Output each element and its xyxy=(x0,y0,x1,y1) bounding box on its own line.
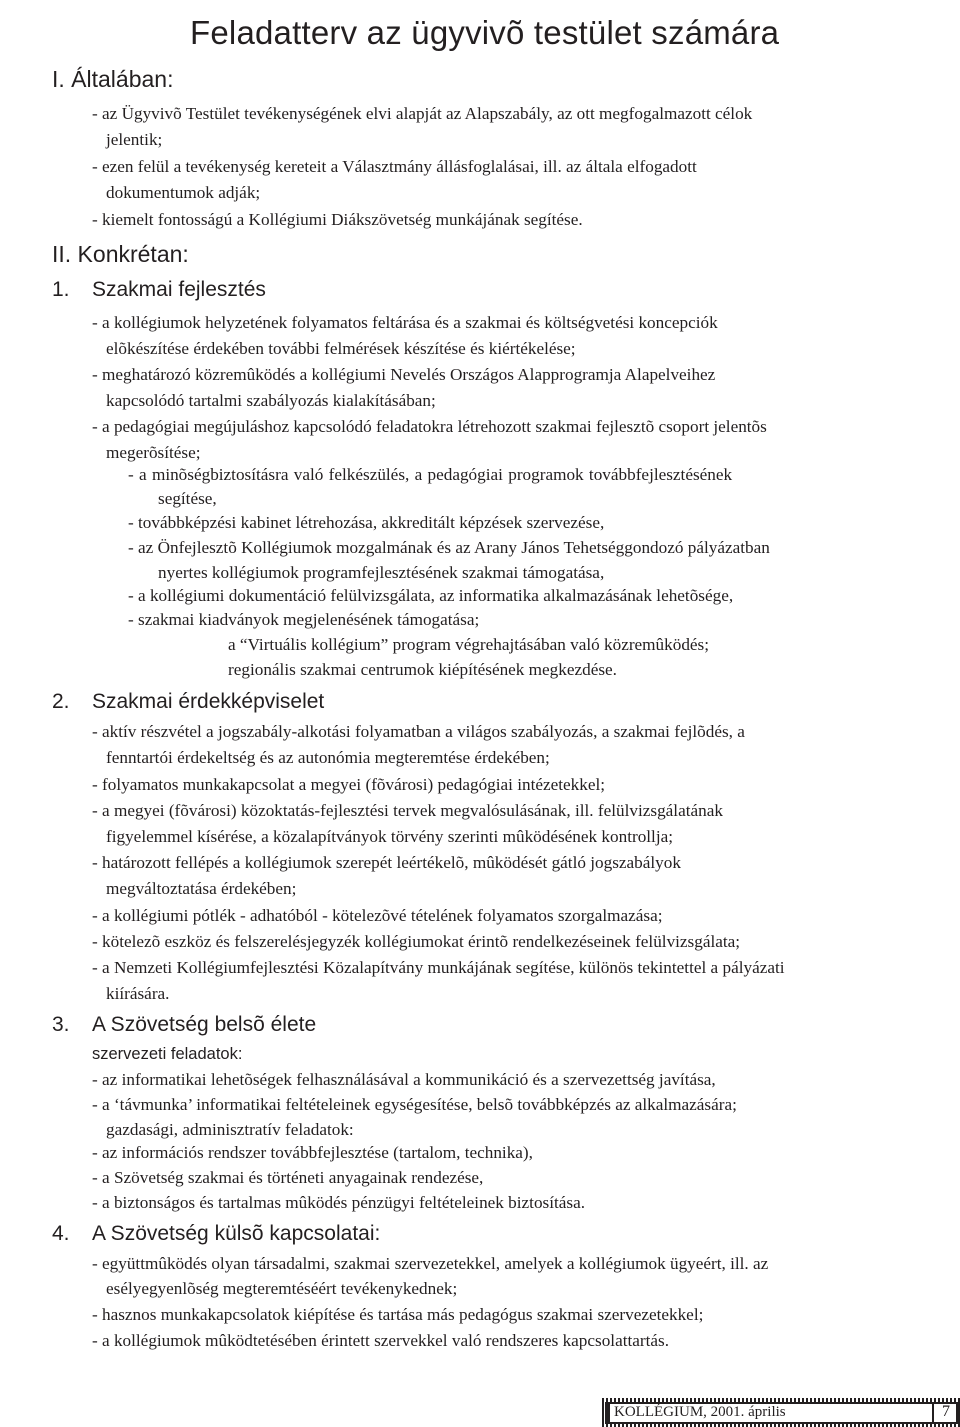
subsection-title: Szakmai érdekképviselet xyxy=(92,690,325,713)
text-line: fenntartói érdekeltség és az autonómia megteremtése érdekében; xyxy=(106,748,550,767)
text-line: - a minõségbiztosításra való felkészülés, a pedagógiai programok továbbfejlesztésének xyxy=(128,465,733,484)
subsection-number: 1. xyxy=(52,278,70,301)
subsection-title: Szakmai fejlesztés xyxy=(92,278,266,301)
text-line: - folyamatos munkakapcsolat a megyei (fõvárosi) pedagógiai intézetekkel; xyxy=(92,775,606,794)
footer-divider xyxy=(932,1402,934,1424)
text-line: figyelemmel kísérése, a közalapítványok törvény szerinti mûködésének kontrollja; xyxy=(106,827,674,846)
section-heading-general: I. Általában: xyxy=(52,66,174,92)
footer-publication: KOLLÉGIUM, 2001. április xyxy=(614,1404,786,1420)
text-line: - határozott fellépés a kollégiumok szerepét leértékelõ, mûködését gátló jogszabályok xyxy=(92,853,681,872)
text-line: - a Nemzeti Kollégiumfejlesztési Közalapítvány munkájának segítése, különös tekintettel a pályázati xyxy=(92,958,785,977)
text-line: megváltoztatása érdekében; xyxy=(106,879,297,898)
subsection-heading-external-relations xyxy=(52,1222,380,1246)
text-line: - a kollégiumi pótlék - adhatóból - kötelezõvé tételének folyamatos szorgalmazása; xyxy=(92,906,663,925)
text-line: - az Önfejlesztõ Kollégiumok mozgalmának és az Arany János Tehetséggondozó pályázatban xyxy=(128,538,770,557)
text-line: dokumentumok adják; xyxy=(106,183,261,202)
text-line: - továbbképzési kabinet létrehozása, akkreditált képzések szervezése, xyxy=(128,513,605,532)
text-line: - ezen felül a tevékenység kereteit a Választmány állásfoglalásai, ill. az általa elfogadott xyxy=(92,157,697,176)
text-line: segítése, xyxy=(158,489,217,508)
text-line: - kiemelt fontosságú a Kollégiumi Diákszövetség munkájának segítése. xyxy=(92,210,583,229)
text-line: - kötelezõ eszköz és felszerelésjegyzék kollégiumokat érintõ rendelkezéseinek felülvizsgálata; xyxy=(92,932,741,951)
text-line: elõkészítése érdekében további felmérések készítése és kiértékelése; xyxy=(106,339,576,358)
text-line: - szakmai kiadványok megjelenésének támogatása; xyxy=(128,610,480,629)
subsection-heading-internal-life xyxy=(52,1013,316,1037)
section-heading-specific: II. Konkrétan: xyxy=(52,241,189,267)
text-line: esélyegyenlõség megteremtéséért tevékenykednek; xyxy=(106,1279,458,1298)
text-line: - együttmûködés olyan társadalmi, szakmai szervezetekkel, amelyek a kollégiumok ügyeért, ill. az xyxy=(92,1254,769,1273)
text-line: - a Szövetség szakmai és történeti anyagainak rendezése, xyxy=(92,1168,484,1187)
subsection-title: A Szövetség belsõ élete xyxy=(92,1013,317,1036)
text-line: - az informatikai lehetõségek felhasználásával a kommunikáció és a szervezettség javítása, xyxy=(92,1070,716,1089)
text-line: jelentik; xyxy=(106,130,163,149)
subsection-number: 4. xyxy=(52,1222,70,1245)
text-line: kiírására. xyxy=(106,984,170,1003)
text-line: - hasznos munkakapcsolatok kiépítése és tartása más pedagógus szakmai szervezetekkel; xyxy=(92,1305,704,1324)
text-line: - a kollégiumok helyzetének folyamatos feltárása és a szakmai és költségvetési koncepciók xyxy=(92,313,718,332)
subsection-heading-professional-development xyxy=(52,278,266,302)
page-title: Feladatterv az ügyvivõ testület számára xyxy=(190,14,780,51)
text-line: - a kollégiumi dokumentáció felülvizsgálata, az informatika alkalmazásának lehetõsége, xyxy=(128,586,734,605)
text-line: a “Virtuális kollégium” program végrehajtásában való közremûködés; xyxy=(228,635,710,654)
text-line: - az Ügyvivõ Testület tevékenységének elvi alapját az Alapszabály, az ott megfogalmazott célok xyxy=(92,104,753,123)
subsection-number: 3. xyxy=(52,1013,70,1036)
text-line: - a ‘távmunka’ informatikai feltételeinek egységesítése, belsõ továbbképzés az alkalmazására; xyxy=(92,1095,737,1114)
text-line: - a pedagógiai megújuláshoz kapcsolódó feladatokra létrehozott szakmai fejlesztõ csoport jelentõs xyxy=(92,417,767,436)
text-line: gazdasági, adminisztratív feladatok: xyxy=(106,1120,354,1139)
text-line: regionális szakmai centrumok kiépítésének megkezdése. xyxy=(228,660,617,679)
organizational-tasks-label: szervezeti feladatok: xyxy=(92,1045,243,1063)
text-line: - a biztonságos és tartalmas mûködés pénzügyi feltételeinek biztosítása. xyxy=(92,1193,586,1212)
text-line: nyertes kollégiumok programfejlesztésének szakmai támogatása, xyxy=(158,563,605,582)
text-line: - aktív részvétel a jogszabály-alkotási folyamatban a világos szabályozás, a szakmai fejlõdés, a xyxy=(92,722,745,741)
text-line: - a kollégiumok mûködtetésében érintett szervekkel való rendszeres kapcsolattartás. xyxy=(92,1331,669,1350)
text-line: - az információs rendszer továbbfejlesztése (tartalom, technika), xyxy=(92,1143,533,1162)
text-line: megerõsítése; xyxy=(106,443,201,462)
text-line: - meghatározó közremûködés a kollégiumi Nevelés Országos Alapprogramja Alapelveihez xyxy=(92,365,716,384)
subsection-heading-advocacy xyxy=(52,690,324,714)
text-line: - a megyei (fõvárosi) közoktatás-fejlesztési tervek megvalósulásának, ill. felülvizsgálatának xyxy=(92,801,723,820)
subsection-title: A Szövetség külsõ kapcsolatai: xyxy=(92,1222,381,1245)
subsection-number: 2. xyxy=(52,690,70,713)
page-number: 7 xyxy=(942,1403,950,1420)
text-line: kapcsolódó tartalmi szabályozás kialakításában; xyxy=(106,391,436,410)
